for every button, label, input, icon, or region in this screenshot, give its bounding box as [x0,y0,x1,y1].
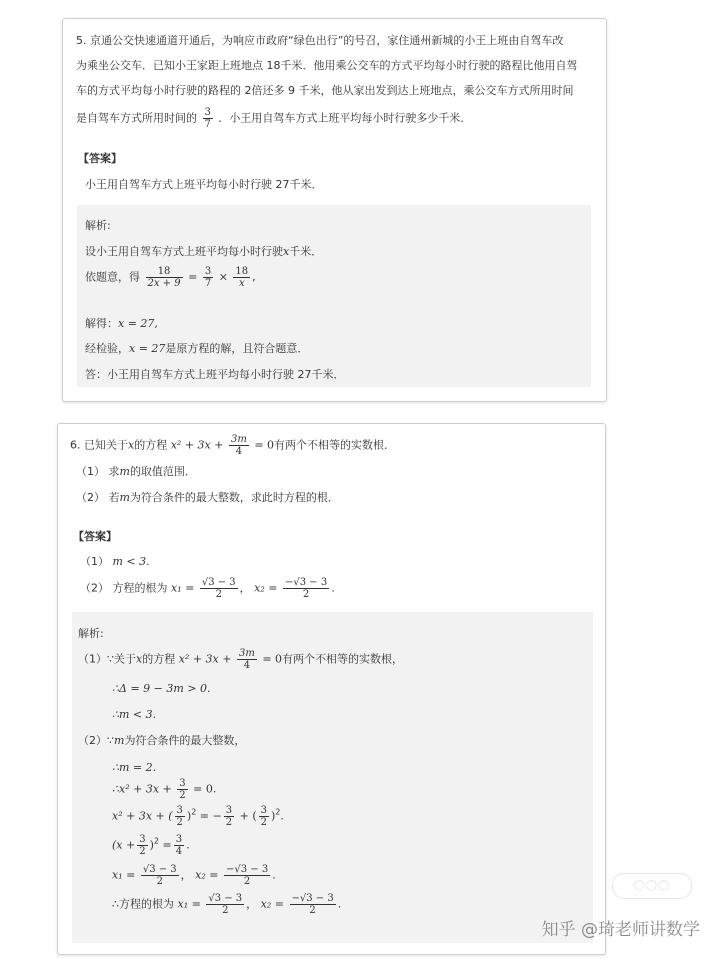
q6-s10-pre: ∴方程的根为 [112,897,174,911]
q5-analysis-line-2 [85,266,256,289]
q5-text-line-2: 为乘坐公交车．已知小王家距上班地点 18千米．他用乘公交车的方式平均每小时行驶的路程比他用自驾 [76,59,578,72]
q6-s7-f1-num: 3 [176,805,183,816]
q5-text-line-1: 5. 京通公交快速通道开通后，为响应市政府“绿色出行”的号召，家住通州新城的小王上班由自驾车改 [76,34,564,47]
q6-s1-mid: 的方程 [142,652,176,666]
q5-a2-f3-den: x [238,278,245,289]
q6-p1-var: m [119,465,130,478]
q6-s9-f2-num: −√3 − 3 [226,864,269,875]
q6-l1-var: x [128,438,135,452]
q6-s4-pre: ∵ [107,734,114,747]
q6-p1-label: （1） [76,465,105,478]
q6-s9-f2-den: 2 [243,876,251,887]
q5-a2-f2-den: 7 [204,278,212,289]
q6-text-line-1 [70,434,395,457]
q6-solution-line-2: ∴Δ = 9 − 3m > 0. [112,682,211,695]
q5-a3-pre: 解得： [85,317,118,330]
q6-s7-sup-2: 2 [275,807,281,817]
q6-p2-pre: 若 [108,491,120,504]
q6-s9-x1: x₁ = [112,868,136,882]
q5-line4-post: ．小王用自驾车方式上班平均每小时行驶多少千米． [218,111,472,125]
q5-answer-label: 【答案】 [78,152,122,165]
q5-analysis-line-3 [85,317,158,331]
q5-a2-tail: , [252,270,256,284]
q6-ans2-f1-den: 2 [215,589,222,600]
q6-s10-f2-num: −√3 − 3 [291,893,334,904]
q6-s7-f2-num: 3 [225,805,233,816]
q6-s10-frac-2 [290,893,336,916]
q6-ans2-sep: ， [239,581,251,595]
q5-a2-f3-num: 18 [235,266,249,277]
q6-s8-f1-den: 2 [139,846,146,857]
q5-a2-frac-1 [146,266,183,289]
q6-answer-1 [80,555,150,569]
q6-s6-post: = 0. [193,782,217,796]
q6-s1-f-num: 3m [238,648,255,659]
zhihu-watermark: 知乎 @琦老师讲数学 [541,920,700,940]
q6-p1-post: 的取值范围． [129,465,196,478]
q6-solution-line-3: ∴m < 3. [112,708,157,721]
q6-s1-math-a: x² + 3x + [178,652,232,666]
q5-analysis-box [77,205,591,387]
q6-s9-frac-2 [224,864,270,887]
q6-ans2-frac-1 [200,577,238,600]
q6-s8-d: . [186,838,190,852]
q6-s7-frac-3 [259,805,269,828]
q6-s7-f3-num: 3 [260,805,267,816]
q6-solution-line-7 [112,805,284,828]
q6-s8-sup: 2 [153,836,159,846]
q6-s8-f2-num: 3 [175,834,183,845]
q6-p2-label: （2） [76,491,105,504]
q5-analysis-label: 解析: [85,219,111,232]
q6-s7-b: ) [186,809,192,823]
q6-s6-frac [177,778,187,801]
q5-a1-var: x [283,245,290,258]
q6-analysis-box [72,612,593,943]
q6-s10-frac-1 [206,893,244,916]
q5-a4-post: 是原方程的解，且符合题意． [165,342,309,355]
q6-s1-frac [237,648,257,671]
q6-l1-frac [229,434,249,457]
q6-s4-label: （2） [78,734,107,747]
q6-analysis-label: 解析: [78,627,104,640]
q6-s8-frac-2 [174,834,184,857]
q6-s7-f1-den: 2 [176,817,183,828]
q6-s8-f1-num: 3 [139,834,146,845]
q6-s10-end: . [337,897,342,911]
q6-solution-line-4 [78,734,245,748]
q6-s4-post: 为符合条件的最大整数， [124,734,246,747]
q6-l1-pre: 6. 已知关于 [70,438,128,452]
q6-s4-var: m [114,734,125,747]
q6-s1-pre: ∵关于 [107,652,136,666]
q6-part-1 [76,465,196,479]
q6-l1-mid: 的方程 [134,438,168,452]
q6-s7-e: ) [271,809,276,823]
q5-analysis-line-5: 答：小王用自驾车方式上班平均每小时行驶 27千米． [85,368,345,381]
q6-ans2-frac-2 [283,577,329,600]
q6-s7-f: . [280,809,284,823]
q6-ans2-x1: x₁ = [171,581,195,595]
q5-a2-f2-num: 3 [204,266,212,277]
q6-s8-f2-den: 4 [175,846,183,857]
q6-solution-line-10 [112,893,341,916]
q6-l1-f-num: 3m [230,434,247,445]
q6-s7-f3-den: 2 [260,817,267,828]
q6-s10-f1-num: √3 − 3 [208,893,243,904]
q6-solution-line-5: ∴m = 2. [112,761,157,774]
q6-s6-f-num: 3 [179,778,186,789]
q5-a2-frac-3 [233,266,250,289]
q6-solution-line-8 [112,834,190,857]
q6-ans2-x2: x₂ = [254,581,278,595]
q6-s6-f-den: 2 [179,790,186,801]
q6-s9-x2: x₂ = [195,868,219,882]
q6-s10-f1-den: 2 [222,905,229,916]
q5-a3-math: x = 27, [118,317,158,330]
q6-answer-2 [80,577,335,600]
q6-ans2-pre: 方程的根为 [112,581,168,595]
q6-s1-math-b: = 0 [262,652,283,666]
q6-s7-frac-1 [175,805,185,828]
question-6-card [57,423,606,955]
q6-s8-b: ) [149,838,154,852]
q6-s7-sup-1: 2 [191,807,197,817]
q6-s1-label: （1） [78,652,107,666]
q5-a4-math: x = 27 [129,342,166,355]
q6-s7-f2-den: 2 [225,817,233,828]
q5-analysis-line-1 [85,245,322,259]
q6-ans2-f2-den: 2 [302,589,310,600]
q5-fraction-3-7 [203,107,213,130]
q5-text-line-4 [76,107,471,130]
q6-solution-line-9 [112,864,276,887]
q5-frac-den: 7 [204,119,211,130]
q6-p2-var: m [119,491,130,504]
q6-s7-d: + ( [239,809,257,823]
q6-p2-post: 为符合条件的最大整数，求此时方程的根． [129,491,339,504]
q6-s10-x1: x₁ = [177,897,201,911]
q5-a2-eq: = [188,270,198,284]
q6-s9-f1-num: √3 − 3 [142,864,177,875]
q6-s9-f1-den: 2 [156,876,163,887]
q5-analysis-line-4 [85,342,308,356]
q6-s10-f2-den: 2 [309,905,316,916]
q5-a1-post: 千米． [289,245,323,258]
q5-a2-times: × [218,270,228,284]
q6-s8-c: = [162,838,172,852]
q6-s9-sep: ， [180,868,192,882]
q6-ans2-f2-num: −√3 − 3 [285,577,328,588]
q6-s1-f-den: 4 [243,660,251,671]
q6-s6-pre: ∴x² + 3x + [112,782,172,796]
q6-s8-a: (x + [112,838,136,852]
q6-ans2-end: . [331,581,335,595]
q5-a2-frac-2 [203,266,213,289]
q6-l1-math-a: x² + 3x + [170,438,224,452]
q6-s10-x2: x₂ = [260,897,284,911]
q5-a1-pre: 设小王用自驾车方式上班平均每小时行驶 [85,245,283,258]
q6-part-2 [76,491,339,505]
q5-a2-f1-den: 2x + 9 [147,278,181,289]
q6-l1-f-den: 4 [235,446,243,457]
q6-ans2-label: （2） [80,581,109,595]
q6-answer-label: 【答案】 [73,530,117,543]
q6-s8-frac-1 [137,834,147,857]
q6-s7-a: x² + 3x + ( [112,809,173,823]
q6-p1-pre: 求 [108,465,120,478]
q6-s7-frac-2 [224,805,234,828]
q6-ans1-math: m < 3. [112,555,150,568]
q6-l1-post: 有两个不相等的实数根． [274,438,396,452]
q6-l1-math-b: = 0 [254,438,275,452]
q6-s7-c: = − [199,809,222,823]
q5-line4-pre: 是自驾车方式所用时间的 [76,111,197,125]
q5-frac-num: 3 [204,107,211,118]
faint-logo-mark-icon: ◯◯◯ [612,873,692,899]
q5-a2-pre: 依题意，得 [85,270,140,284]
q5-text-line-3: 车的方式平均每小时行驶的路程的 2倍还多 9 千米，他从家出发到达上班地点，乘公交车方式所用时间 [76,84,574,97]
q6-solution-line-1 [78,648,403,671]
q6-ans1-label: （1） [80,555,109,568]
q5-answer-text: 小王用自驾车方式上班平均每小时行驶 27千米． [85,178,323,191]
q6-s9-end: . [272,868,276,882]
q6-s1-var: x [136,652,143,666]
q5-a2-f1-num: 18 [146,266,183,278]
q6-s10-sep: ， [246,897,258,911]
q6-ans2-f1-num: √3 − 3 [201,577,236,588]
q6-s1-post: 有两个不相等的实数根， [282,652,404,666]
q5-a4-pre: 经检验， [85,342,129,355]
q6-s9-frac-1 [141,864,179,887]
q6-solution-line-6 [112,778,216,801]
question-5-card [62,18,607,402]
